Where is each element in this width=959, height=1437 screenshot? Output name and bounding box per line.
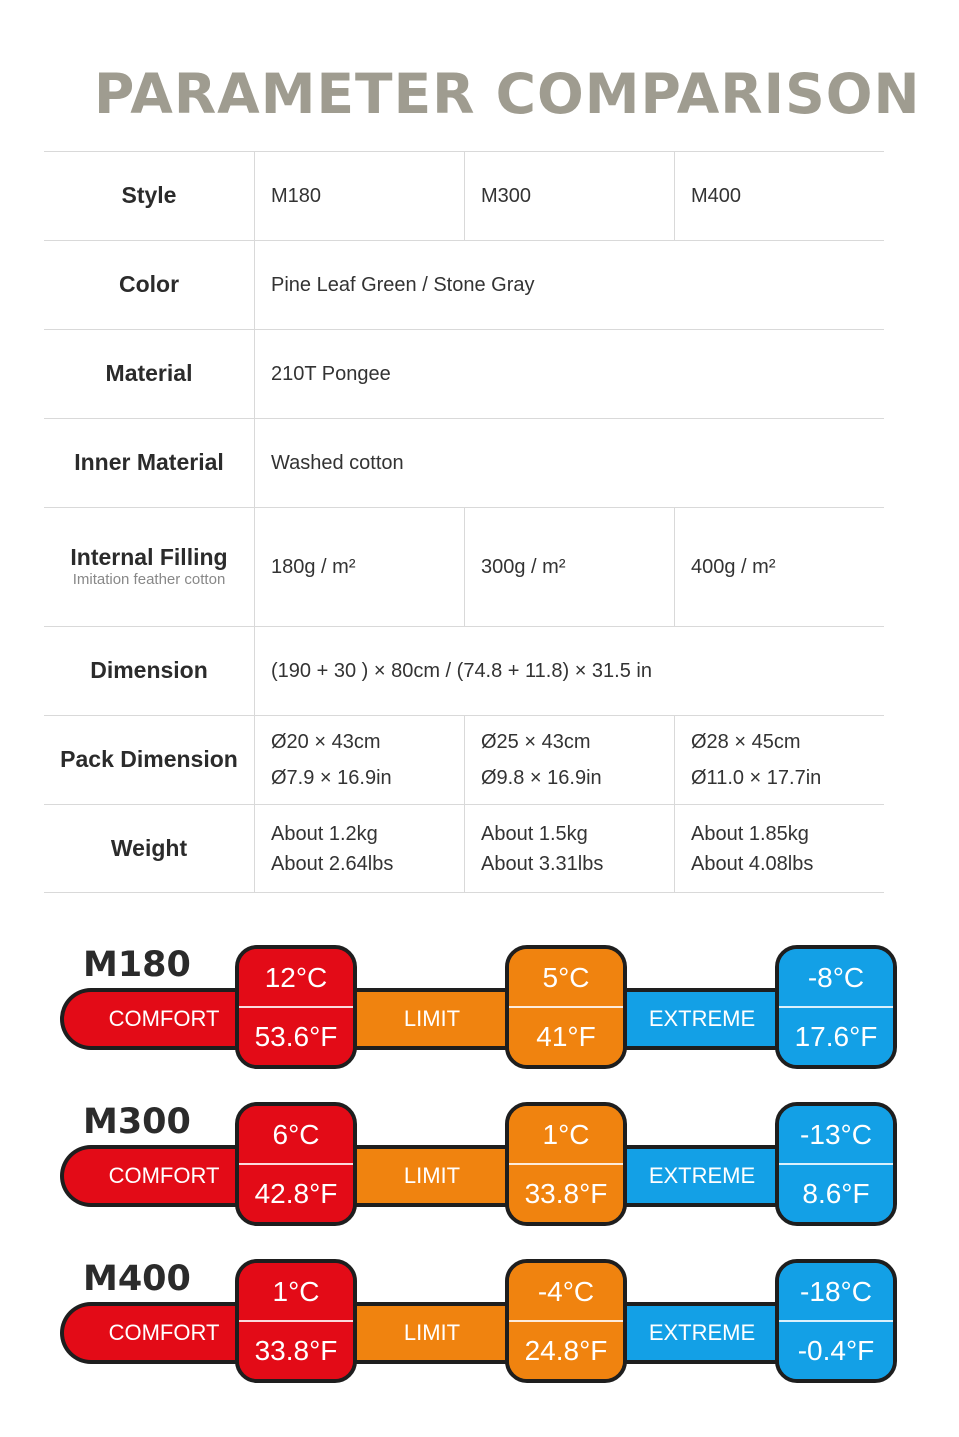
table-row-style bbox=[44, 151, 884, 240]
color-value: Pine Leaf Green / Stone Gray bbox=[254, 241, 884, 329]
pack-dimension-cm: Ø28 × 45cm bbox=[691, 731, 801, 753]
extreme-label: EXTREME bbox=[648, 1163, 756, 1188]
comfort-label: COMFORT bbox=[108, 1006, 220, 1031]
limit-bar bbox=[352, 988, 512, 1050]
row-label-internal-filling bbox=[44, 508, 254, 626]
limit-temp-box bbox=[505, 1102, 627, 1226]
pack-dimension-cm: Ø25 × 43cm bbox=[481, 731, 591, 753]
limit-label: LIMIT bbox=[403, 1163, 461, 1188]
weight-kg: About 1.5kg bbox=[481, 822, 588, 845]
style-m180: M180 bbox=[254, 152, 464, 240]
limit-bar bbox=[352, 1302, 512, 1364]
weight-lbs: About 2.64lbs bbox=[271, 852, 394, 875]
weight-m400 bbox=[674, 805, 884, 892]
row-label-inner-material: Inner Material bbox=[74, 449, 224, 476]
pack-dimension-in: Ø9.8 × 16.9in bbox=[481, 767, 602, 789]
row-label-style: Style bbox=[121, 182, 177, 209]
extreme-label: EXTREME bbox=[648, 1006, 756, 1031]
comfort-bar bbox=[60, 1145, 260, 1207]
extreme-label: EXTREME bbox=[648, 1320, 756, 1345]
style-m400: M400 bbox=[674, 152, 884, 240]
comfort-bar bbox=[60, 988, 260, 1050]
pack-dimension-in: Ø7.9 × 16.9in bbox=[271, 767, 392, 789]
weight-kg: About 1.2kg bbox=[271, 822, 378, 845]
weight-lbs: About 3.31lbs bbox=[481, 852, 604, 875]
table-row-color bbox=[44, 240, 884, 329]
limit-temp-box bbox=[505, 1259, 627, 1383]
rating-m400 bbox=[0, 1259, 959, 1389]
limit-bar bbox=[352, 1145, 512, 1207]
rating-model-name: M300 bbox=[83, 1102, 191, 1142]
rating-m300 bbox=[0, 1102, 959, 1232]
pack-dimension-cm: Ø20 × 43cm bbox=[271, 731, 381, 753]
limit-fahrenheit: 41°F bbox=[509, 1008, 623, 1065]
inner-material-value: Washed cotton bbox=[254, 419, 884, 507]
comfort-temp-box bbox=[235, 1259, 357, 1383]
comfort-label: COMFORT bbox=[108, 1163, 220, 1188]
limit-fahrenheit: 33.8°F bbox=[509, 1165, 623, 1222]
table-row-dimension bbox=[44, 626, 884, 715]
filling-m300: 300g / m² bbox=[464, 508, 674, 626]
extreme-temp-box bbox=[775, 1102, 897, 1226]
limit-temp-box bbox=[505, 945, 627, 1069]
filling-m400: 400g / m² bbox=[674, 508, 884, 626]
extreme-celsius: -8°C bbox=[779, 949, 893, 1008]
extreme-temp-box bbox=[775, 945, 897, 1069]
row-label-pack-dimension: Pack Dimension bbox=[60, 746, 238, 773]
extreme-bar bbox=[622, 1302, 782, 1364]
limit-celsius: 5°C bbox=[509, 949, 623, 1008]
comfort-fahrenheit: 53.6°F bbox=[239, 1008, 353, 1065]
comfort-fahrenheit: 42.8°F bbox=[239, 1165, 353, 1222]
rating-model-name: M400 bbox=[83, 1259, 191, 1299]
limit-celsius: -4°C bbox=[509, 1263, 623, 1322]
row-label-dimension: Dimension bbox=[90, 657, 208, 684]
table-row-inner-material bbox=[44, 418, 884, 507]
pack-dimension-m300 bbox=[464, 716, 674, 804]
comfort-fahrenheit: 33.8°F bbox=[239, 1322, 353, 1379]
weight-kg: About 1.85kg bbox=[691, 822, 809, 845]
limit-label: LIMIT bbox=[403, 1006, 461, 1031]
extreme-bar bbox=[622, 988, 782, 1050]
extreme-fahrenheit: -0.4°F bbox=[779, 1322, 893, 1379]
extreme-bar bbox=[622, 1145, 782, 1207]
limit-fahrenheit: 24.8°F bbox=[509, 1322, 623, 1379]
table-row-pack-dimension bbox=[44, 715, 884, 804]
comfort-celsius: 1°C bbox=[239, 1263, 353, 1322]
filling-m180: 180g / m² bbox=[254, 508, 464, 626]
material-value: 210T Pongee bbox=[254, 330, 884, 418]
row-label-material: Material bbox=[105, 360, 193, 387]
comfort-temp-box bbox=[235, 1102, 357, 1226]
extreme-celsius: -13°C bbox=[779, 1106, 893, 1165]
weight-m300 bbox=[464, 805, 674, 892]
comfort-celsius: 6°C bbox=[239, 1106, 353, 1165]
limit-celsius: 1°C bbox=[509, 1106, 623, 1165]
weight-m180 bbox=[254, 805, 464, 892]
row-label-weight: Weight bbox=[110, 834, 188, 861]
pack-dimension-m400 bbox=[674, 716, 884, 804]
dimension-value: (190 + 30 ) × 80cm / (74.8 + 11.8) × 31.5 in bbox=[254, 627, 884, 715]
comfort-label: COMFORT bbox=[108, 1320, 220, 1345]
comfort-temp-box bbox=[235, 945, 357, 1069]
page-title: PARAMETER COMPARISON bbox=[94, 62, 921, 126]
weight-lbs: About 4.08lbs bbox=[691, 852, 814, 875]
internal-filling-sublabel: Imitation feather cotton bbox=[72, 571, 226, 589]
comfort-celsius: 12°C bbox=[239, 949, 353, 1008]
extreme-fahrenheit: 17.6°F bbox=[779, 1008, 893, 1065]
row-label-color: Color bbox=[118, 271, 180, 298]
comfort-bar bbox=[60, 1302, 260, 1364]
pack-dimension-in: Ø11.0 × 17.7in bbox=[691, 767, 822, 789]
rating-model-name: M180 bbox=[83, 945, 191, 985]
table-row-material bbox=[44, 329, 884, 418]
extreme-celsius: -18°C bbox=[779, 1263, 893, 1322]
parameter-table bbox=[44, 151, 884, 893]
pack-dimension-m180 bbox=[254, 716, 464, 804]
extreme-fahrenheit: 8.6°F bbox=[779, 1165, 893, 1222]
internal-filling-label: Internal Filling bbox=[70, 544, 228, 571]
extreme-temp-box bbox=[775, 1259, 897, 1383]
table-row-internal-filling bbox=[44, 507, 884, 626]
table-row-weight bbox=[44, 804, 884, 893]
rating-m180 bbox=[0, 945, 959, 1075]
limit-label: LIMIT bbox=[403, 1320, 461, 1345]
style-m300: M300 bbox=[464, 152, 674, 240]
